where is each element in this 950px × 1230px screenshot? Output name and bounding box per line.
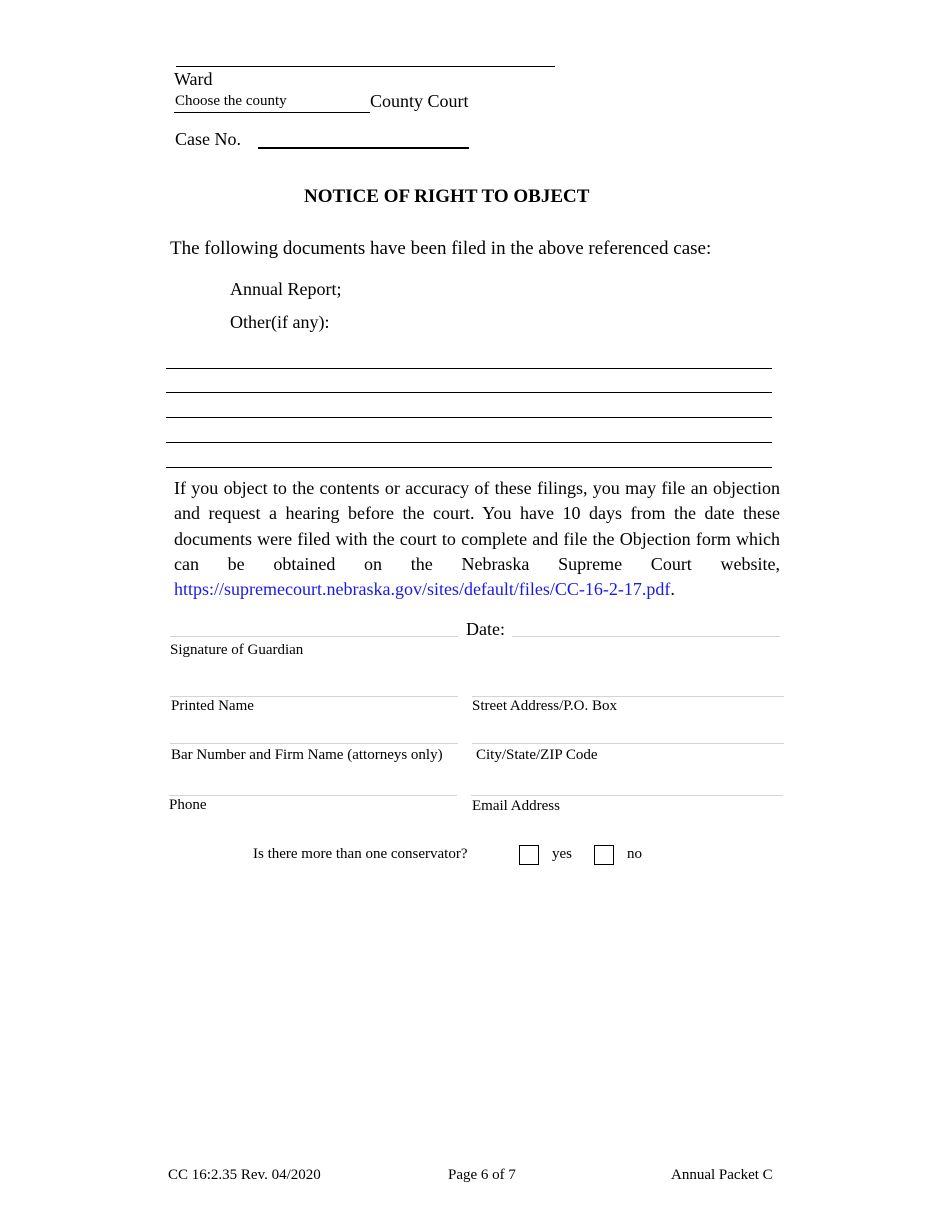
phone-label: Phone <box>169 797 207 813</box>
yes-label: yes <box>552 846 572 862</box>
street-address-label: Street Address/P.O. Box <box>472 698 618 714</box>
county-select[interactable]: Choose the county <box>175 93 287 109</box>
paragraph-end: . <box>670 579 675 600</box>
annual-report-item: Annual Report; <box>230 279 342 299</box>
county-select-underline <box>174 112 370 113</box>
other-line-1[interactable] <box>166 368 772 369</box>
other-line-4[interactable] <box>166 442 772 443</box>
city-state-zip-label: City/State/ZIP Code <box>476 747 598 763</box>
no-label: no <box>627 846 642 862</box>
email-field[interactable] <box>471 795 783 796</box>
other-line-5[interactable] <box>166 467 772 468</box>
conservator-question: Is there more than one conservator? <box>253 846 468 862</box>
bar-number-field[interactable] <box>170 743 458 744</box>
date-field[interactable] <box>512 636 780 637</box>
street-address-field[interactable] <box>472 696 784 697</box>
case-no-label: Case No. <box>175 129 241 149</box>
county-court-label: County Court <box>370 91 469 111</box>
city-state-zip-field[interactable] <box>472 743 784 744</box>
bar-number-label: Bar Number and Firm Name (attorneys only) <box>171 747 443 763</box>
other-line-3[interactable] <box>166 417 772 418</box>
other-line-2[interactable] <box>166 392 772 393</box>
yes-checkbox[interactable] <box>519 845 539 865</box>
objection-paragraph <box>174 476 780 602</box>
intro-text: The following documents have been filed in the above referenced case: <box>170 238 712 259</box>
page-number: Page 6 of 7 <box>448 1167 516 1183</box>
printed-name-label: Printed Name <box>171 698 254 714</box>
email-label: Email Address <box>472 798 560 814</box>
signature-field[interactable] <box>170 636 458 637</box>
ward-label: Ward <box>174 69 213 89</box>
page-title: NOTICE OF RIGHT TO OBJECT <box>304 186 590 207</box>
packet-name: Annual Packet C <box>671 1167 773 1183</box>
date-label: Date: <box>466 619 505 639</box>
objection-form-link[interactable]: https://supremecourt.nebraska.gov/sites/default/files/CC-16-2-17.pdf <box>174 579 671 600</box>
case-no-field[interactable] <box>258 147 469 149</box>
other-label: Other(if any): <box>230 312 330 332</box>
paragraph-text: If you object to the contents or accuracy of these filings, you may file an objection and request a hearing before the court. You have 10 days from the date these documents were filed with the court to complete and file the Objection form which can be obtained on the Nebraska Supreme Court website, <box>174 478 780 574</box>
no-checkbox[interactable] <box>594 845 614 865</box>
form-id: CC 16:2.35 Rev. 04/2020 <box>168 1167 321 1183</box>
phone-field[interactable] <box>169 795 457 796</box>
ward-name-line[interactable] <box>176 66 555 67</box>
signature-label: Signature of Guardian <box>170 642 304 658</box>
printed-name-field[interactable] <box>170 696 458 697</box>
